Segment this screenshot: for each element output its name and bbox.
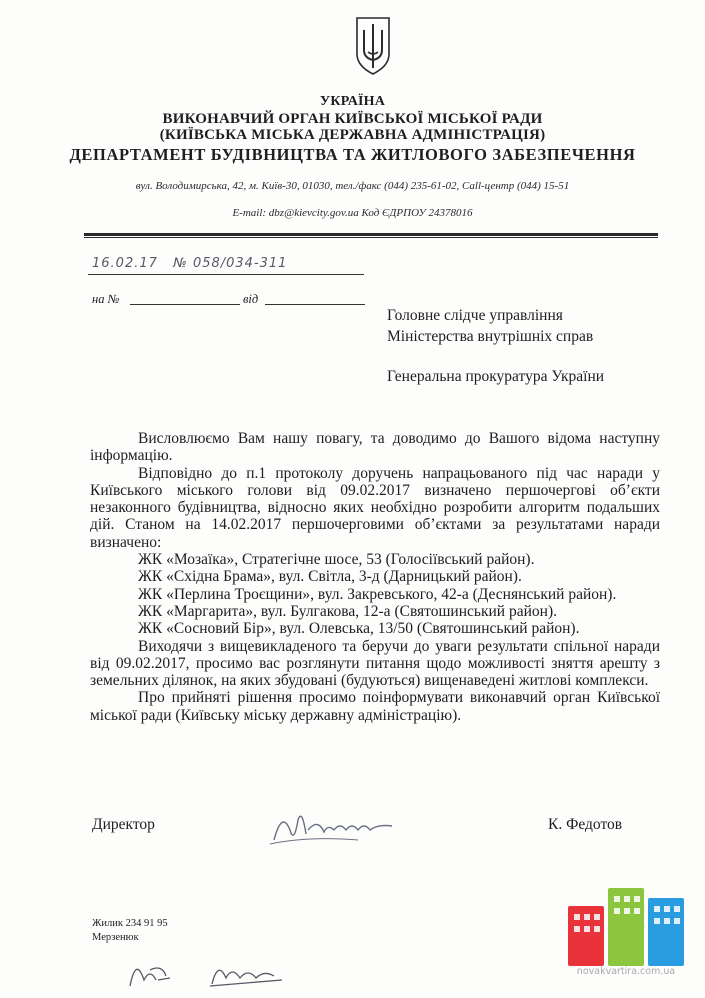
paragraph-request: Виходячи з вищевикладеного та беручи до уваги результати спільної наради від 09.02.2017, просимо вас розглянути питання щодо можливості зняття арешту з земельних ділянок, на яких збудовані (будуються) вищенаведені житлові комплекси.: [90, 637, 660, 690]
outgoing-underline: [88, 274, 364, 275]
address-line: вул. Володимирська, 42, м. Київ-30, 01030, тел./факс (044) 235-61-02, Call-центр (044) 15-51: [135, 180, 570, 192]
header-rule: [84, 233, 658, 238]
letter-body: [90, 430, 660, 724]
list-item: ЖК «Маргарита», вул. Булгакова, 12-а (Святошинський район).: [138, 602, 557, 620]
department-title: ДЕПАРТАМЕНТ БУДІВНИЦТВА ТА ЖИТЛОВОГО ЗАБЕЗПЕЧЕННЯ: [69, 145, 636, 164]
signer-name: К. Федотов: [548, 816, 623, 833]
country-title: УКРАЇНА: [319, 94, 386, 109]
list-item: ЖК «Сосновий Бір», вул. Олевська, 13/50 (Святошинський район).: [138, 620, 580, 638]
reference-no-label: на №: [92, 292, 120, 306]
organ-title: ВИКОНАВЧИЙ ОРГАН КИЇВСЬКОЇ МІСЬКОЇ РАДИ: [162, 111, 543, 127]
organ-subtitle: (КИЇВСЬКА МІСЬКА ДЕРЖАВНА АДМІНІСТРАЦІЯ): [159, 127, 546, 143]
paragraph-inform: Про прийняті рішення просимо поінформувати виконавчий орган Київської міської ради (Київську міську державну адміністрацію).: [90, 689, 660, 724]
trident-emblem-icon: [353, 16, 393, 76]
second-executor-line: Мерзенюк: [92, 932, 139, 943]
list-item: ЖК «Перлина Троєщини», вул. Закревського, 42-а (Деснянський район).: [138, 585, 617, 603]
executor-line: Жилик 234 91 95: [92, 918, 168, 929]
reference-date-blank: [265, 304, 365, 305]
reference-no-blank: [130, 304, 240, 305]
paragraph-greeting: Висловлюємо Вам нашу повагу, та доводимо до Вашого відома наступну інформацію.: [90, 430, 660, 465]
paragraph-protocol: Відповідно до п.1 протоколу доручень напрацьованого під час наради у Київського міського голови від 09.02.2017 визначено першочергові об’єкти незаконного будівництва, відносно яких необхідно розробити алгоритм подальших дій. Станом на 14.02.2017 першочерговими об’єктами за результатами наради визначено:: [90, 464, 660, 551]
list-item: ЖК «Східна Брама», вул. Світла, 3-д (Дарницький район).: [138, 568, 522, 586]
recipient-line-2: Міністерства внутрішніх справ: [387, 328, 594, 345]
outgoing-number: 16.02.17 № 058/034-311: [92, 256, 288, 271]
contacts-line: E-mail: dbz@kievcity.gov.ua Код ЄДРПОУ 24378016: [232, 207, 473, 219]
signature-mark: [268, 800, 408, 850]
watermark-text: novakvartira.com.ua: [576, 966, 676, 977]
initials-mark: [122, 950, 302, 990]
reference-date-label: від: [243, 292, 259, 306]
list-item: ЖК «Мозаїка», Стратегічне шосе, 53 (Голосіївський район).: [138, 551, 535, 569]
recipient-line-3: Генеральна прокуратура України: [387, 368, 605, 385]
watermark-logo: [568, 884, 684, 966]
recipient-line-1: Головне слідче управління: [387, 307, 563, 324]
signer-position: Директор: [92, 816, 155, 833]
